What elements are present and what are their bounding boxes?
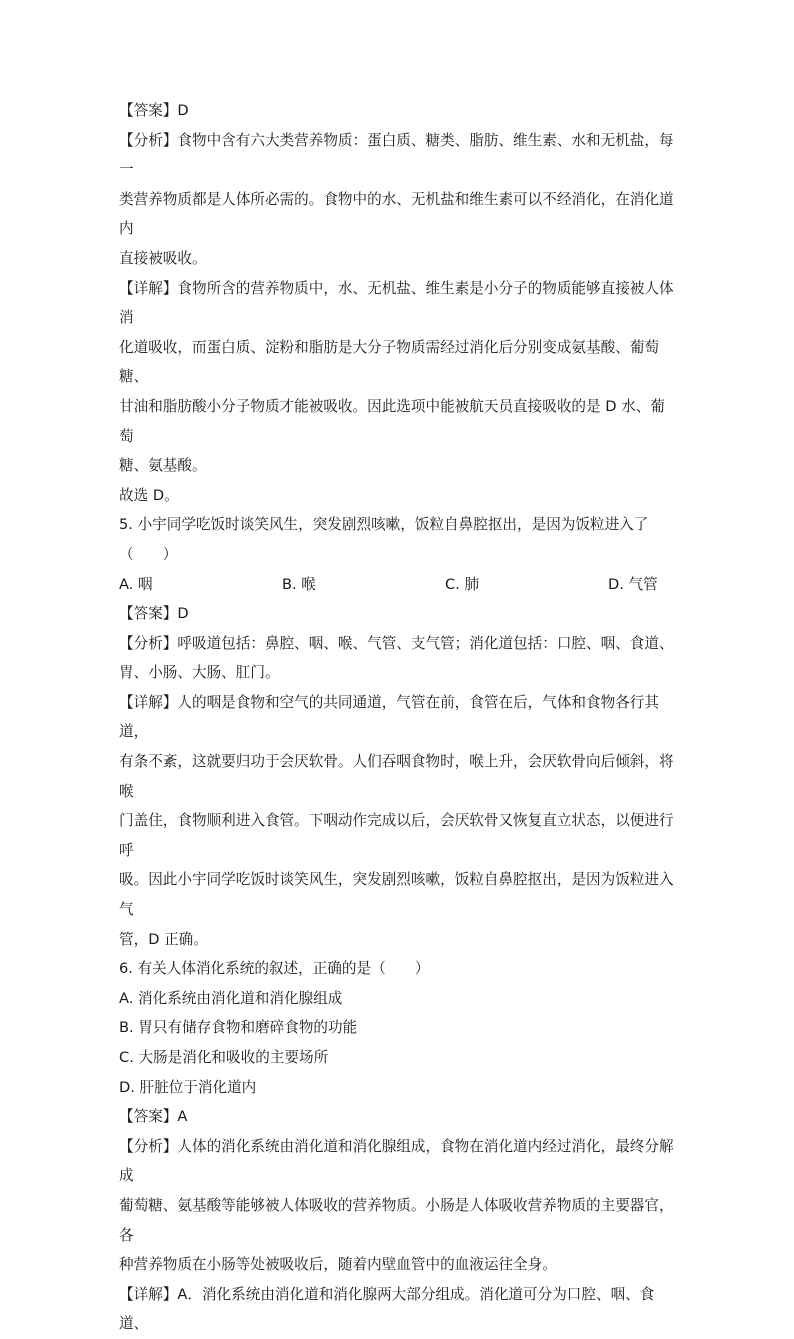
q6-stem: 6. 有关人体消化系统的叙述，正确的是（ ） <box>119 960 430 978</box>
q5-option-c: C. 肺 <box>445 575 480 593</box>
q6-option-d: D. 肝脏位于消化道内 <box>119 1078 257 1096</box>
q5-option-b: B. 喉 <box>282 575 316 593</box>
q6-analysis-line: 【分析】人体的消化系统由消化道和消化腺组成，食物在消化道内经过消化，最终分解成 <box>119 1137 674 1185</box>
q4-detail-line: 甘油和脂肪酸小分子物质才能被吸收。因此选项中能被航天员直接吸收的是 D 水、葡萄 <box>119 397 665 445</box>
q4-analysis-line: 【分析】食物中含有六大类营养物质：蛋白质、糖类、脂肪、维生素、水和无机盐，每一 <box>119 131 674 179</box>
q4-analysis-line: 直接被吸收。 <box>119 249 207 267</box>
q4-detail-line: 化道吸收，而蛋白质、淀粉和脂肪是大分子物质需经过消化后分别变成氨基酸、葡萄糖、 <box>119 338 659 386</box>
q6-option-c: C. 大肠是消化和吸收的主要场所 <box>119 1049 329 1066</box>
q5-detail-line: 管，D 正确。 <box>119 930 208 948</box>
q4-detail-line: 糖、氨基酸。 <box>119 457 207 475</box>
q6-analysis-line: 葡萄糖、氨基酸等能够被人体吸收的营养物质。小肠是人体吸收营养物质的主要器官，各 <box>119 1196 674 1244</box>
q5-detail-line: 【详解】人的咽是食物和空气的共同通道，气管在前，食管在后，气体和食物各行其道， <box>119 693 659 741</box>
q5-analysis-line: 胃、小肠、大肠、肛门。 <box>119 664 280 682</box>
q5-option-d: D. 气管 <box>608 575 658 593</box>
q6-option-a: A. 消化系统由消化道和消化腺组成 <box>119 989 343 1007</box>
q4-choose: 故选 D。 <box>119 486 179 504</box>
document-page <box>119 96 679 1339</box>
q5-detail-line: 门盖住，食物顺利进入食管。下咽动作完成以后，会厌软骨又恢复直立状态，以便进行呼 <box>119 812 674 859</box>
q5-analysis-line: 【分析】呼吸道包括：鼻腔、咽、喉、气管、支气管；消化道包括：口腔、咽、食道、 <box>119 634 674 652</box>
q6-option-b: B. 胃只有储存食物和磨碎食物的功能 <box>119 1019 358 1037</box>
q5-detail-line: 有条不紊，这就要归功于会厌软骨。人们吞咽食物时，喉上升，会厌软骨向后倾斜，将喉 <box>119 753 674 800</box>
q5-option-a: A. 咽 <box>119 575 153 593</box>
q5-stem-line: （ ） <box>119 545 178 563</box>
q4-answer: 【答案】D <box>119 102 189 119</box>
q5-stem-line: 5. 小宇同学吃饭时谈笑风生，突发剧烈咳嗽，饭粒自鼻腔抠出，是因为饭粒进入了 <box>119 516 649 534</box>
q6-analysis-line: 种营养物质在小肠等处被吸收后，随着内壁血管中的血液运往全身。 <box>119 1256 557 1274</box>
q6-detail-line: 【详解】A．消化系统由消化道和消化腺两大部分组成。消化道可分为口腔、咽、食道、 <box>119 1285 655 1333</box>
q5-options <box>119 570 679 600</box>
q6-answer: 【答案】A <box>119 1108 188 1126</box>
q4-detail-line: 【详解】食物所含的营养物质中，水、无机盐、维生素是小分子的物质能够直接被人体消 <box>119 279 674 327</box>
q4-analysis-line: 类营养物质都是人体所必需的。食物中的水、无机盐和维生素可以不经消化，在消化道内 <box>119 190 674 238</box>
q5-answer: 【答案】D <box>119 605 189 623</box>
q5-detail-line: 吸。因此小宇同学吃饭时谈笑风生，突发剧烈咳嗽，饭粒自鼻腔抠出，是因为饭粒进入气 <box>119 871 674 919</box>
